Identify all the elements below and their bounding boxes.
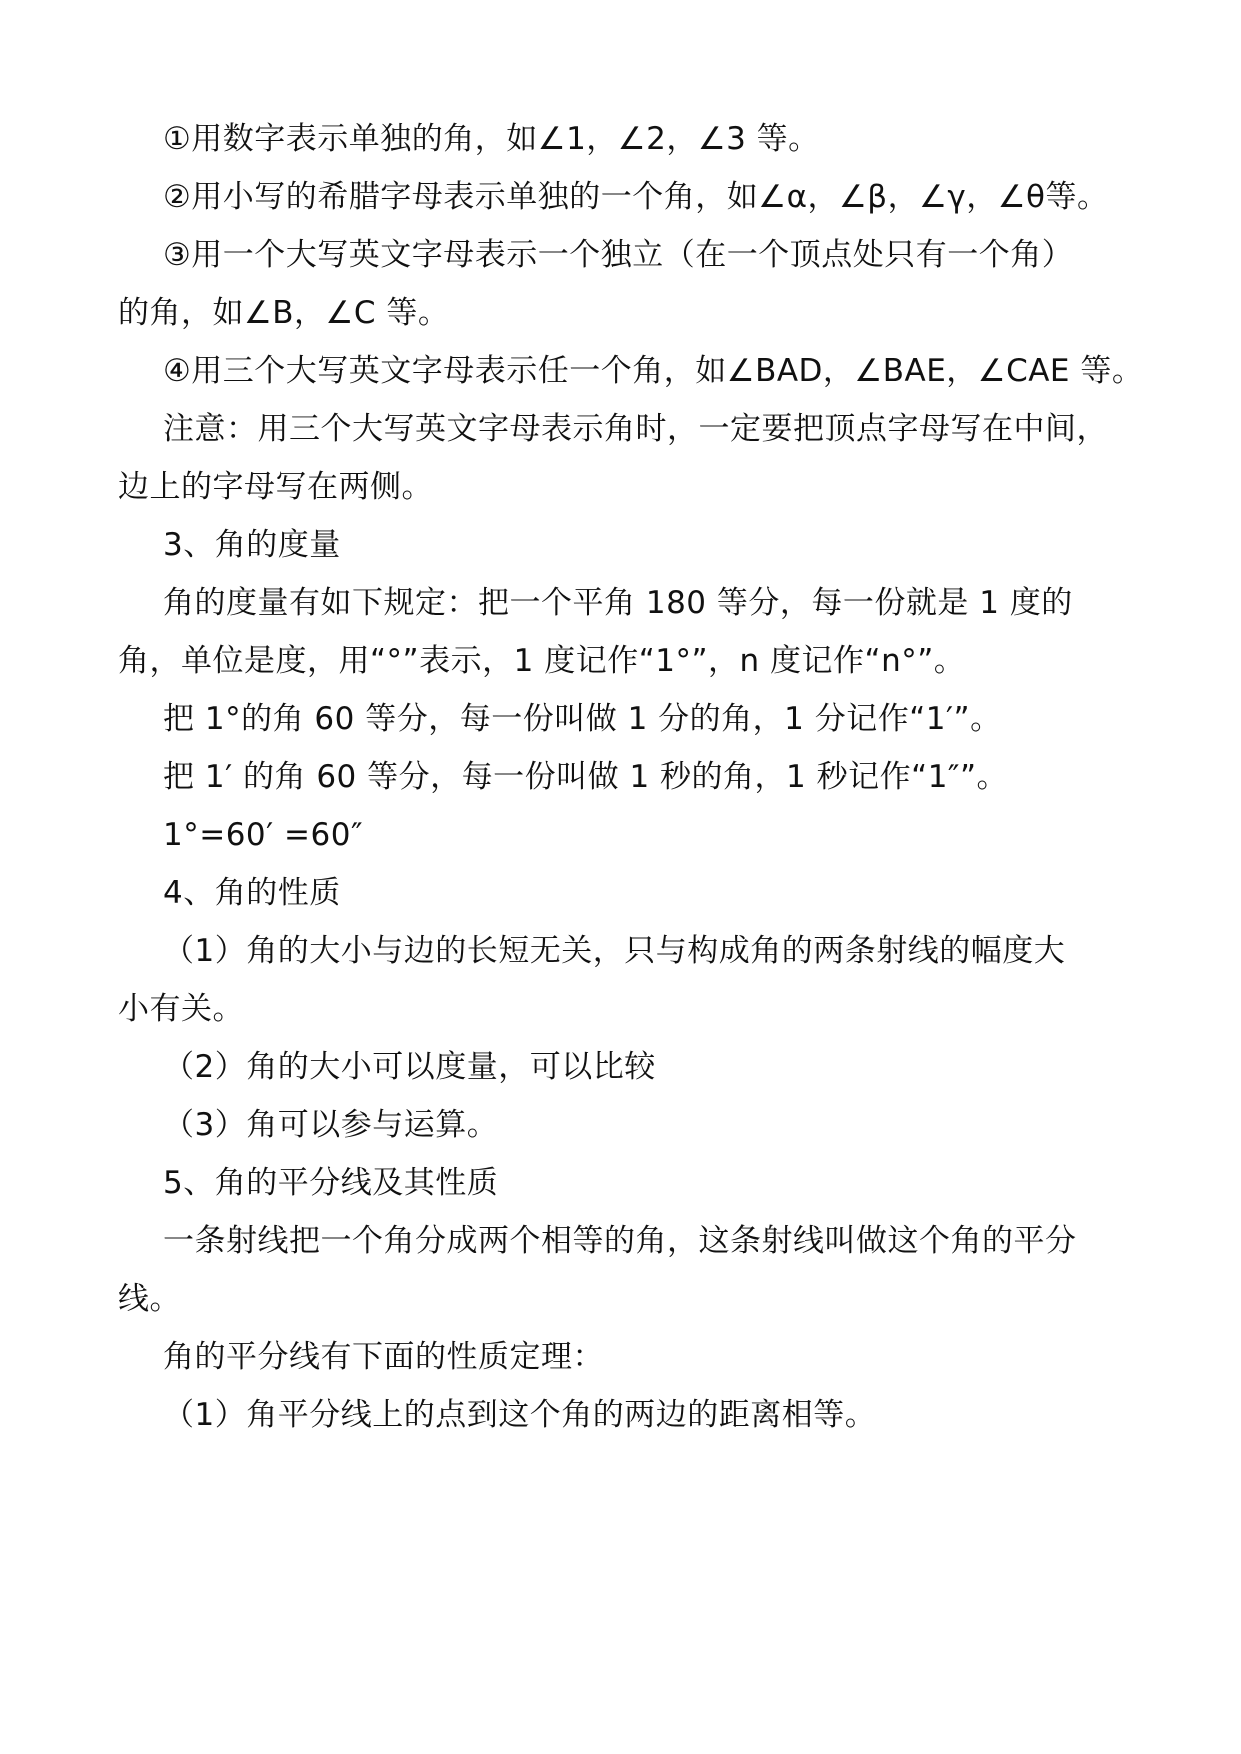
text-line: ②用小写的希腊字母表示单独的一个角，如∠α，∠β，∠γ，∠θ等。 xyxy=(163,179,1109,215)
section-heading: 5、角的平分线及其性质 xyxy=(163,1165,499,1201)
text-line: 线。 xyxy=(118,1281,181,1317)
text-line: 把 1′ 的角 60 等分，每一份叫做 1 秒的角，1 秒记作“1″”。 xyxy=(163,759,1009,795)
text-line: （2）角的大小可以度量，可以比较 xyxy=(163,1049,656,1085)
text-line: （1）角平分线上的点到这个角的两边的距离相等。 xyxy=(163,1397,877,1433)
text-line: 角，单位是度，用“°”表示，1 度记作“1°”，n 度记作“n°”。 xyxy=(118,643,966,679)
text-line: 的角，如∠B，∠C 等。 xyxy=(118,295,450,331)
text-line: 1°=60′ =60″ xyxy=(163,817,364,853)
text-line: 把 1°的角 60 等分，每一份叫做 1 分的角，1 分记作“1′”。 xyxy=(163,701,1002,737)
text-line: 一条射线把一个角分成两个相等的角，这条射线叫做这个角的平分 xyxy=(163,1223,1077,1259)
text-line: 边上的字母写在两侧。 xyxy=(118,469,433,505)
text-line: 角的度量有如下规定：把一个平角 180 等分，每一份就是 1 度的 xyxy=(163,585,1073,621)
text-line: 角的平分线有下面的性质定理： xyxy=(163,1339,604,1375)
text-line: 注意：用三个大写英文字母表示角时，一定要把顶点字母写在中间， xyxy=(163,411,1108,447)
text-line: （3）角可以参与运算。 xyxy=(163,1107,499,1143)
text-line: ③用一个大写英文字母表示一个独立（在一个顶点处只有一个角） xyxy=(163,237,1074,273)
text-line: ④用三个大写英文字母表示任一个角，如∠BAD，∠BAE，∠CAE 等。 xyxy=(163,353,1144,389)
text-line: ①用数字表示单独的角，如∠1，∠2，∠3 等。 xyxy=(163,121,820,157)
text-line: （1）角的大小与边的长短无关，只与构成角的两条射线的幅度大 xyxy=(163,933,1066,969)
section-heading: 3、角的度量 xyxy=(163,527,341,563)
section-heading: 4、角的性质 xyxy=(163,875,341,911)
text-line: 小有关。 xyxy=(118,991,244,1027)
